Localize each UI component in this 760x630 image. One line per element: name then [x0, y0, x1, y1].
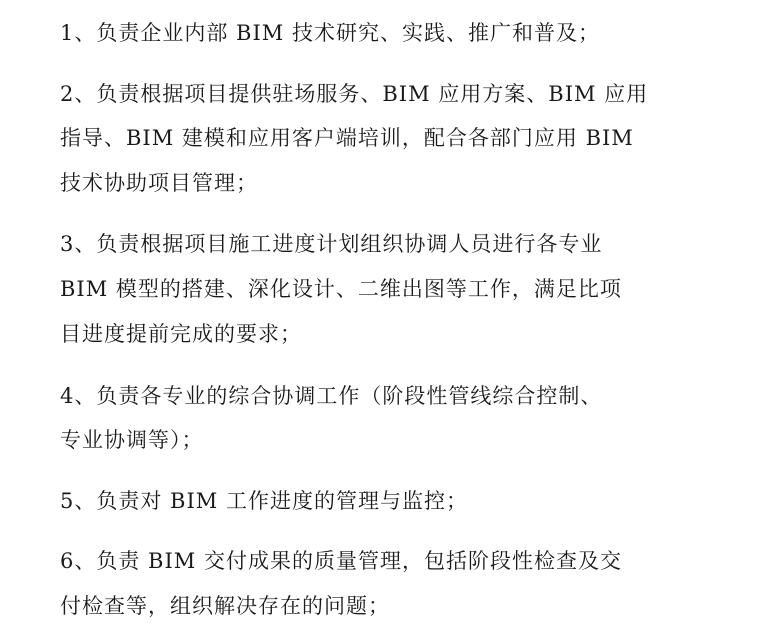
item-2-line-1: 2、负责根据项目提供驻场服务、BIM 应用方案、BIM 应用	[60, 82, 649, 106]
item-3-line-2: BIM 模型的搭建、深化设计、二维出图等工作，满足比项	[60, 277, 622, 301]
item-3-line-3: 目进度提前完成的要求；	[60, 322, 302, 346]
item-4-line-1: 4、负责各专业的综合协调工作（阶段性管线综合控制、	[60, 384, 603, 408]
item-2-line-2: 指导、BIM 建模和应用客户端培训，配合各部门应用 BIM	[60, 126, 634, 150]
item-5-line-1: 5、负责对 BIM 工作进度的管理与监控；	[60, 489, 468, 513]
item-6-line-2: 付检查等，组织解决存在的问题；	[60, 594, 390, 618]
item-6-line-1: 6、负责 BIM 交付成果的质量管理，包括阶段性检查及交	[60, 549, 622, 573]
item-4-line-2: 专业协调等）；	[60, 428, 204, 452]
item-3-line-1: 3、负责根据项目施工进度计划组织协调人员进行各专业	[60, 232, 603, 256]
item-2-line-3: 技术协助项目管理；	[60, 171, 258, 195]
item-1-line-1: 1、负责企业内部 BIM 技术研究、实践、推广和普及；	[60, 21, 600, 45]
